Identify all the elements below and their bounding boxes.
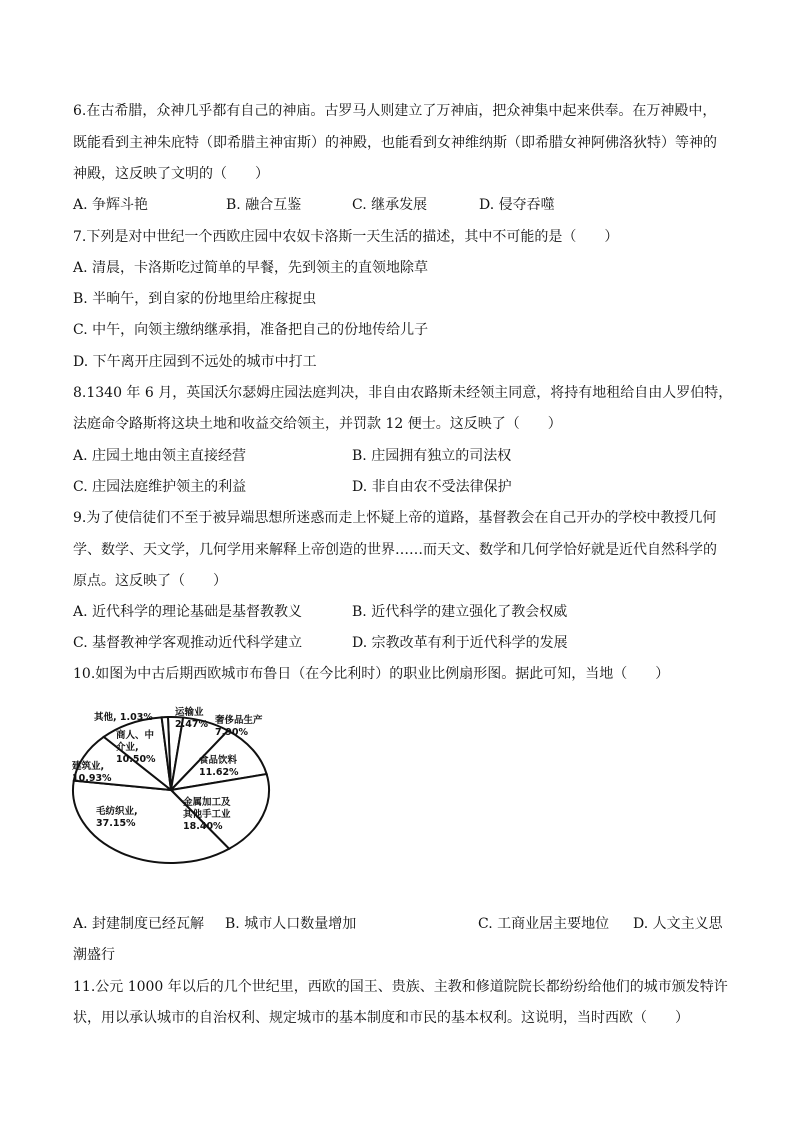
q8-line-2: 法庭命令路斯将这块土地和收益交给领主，并罚款 12 便士。这反映了（ ）: [73, 416, 562, 432]
q6-option-c: C. 继承发展: [352, 197, 428, 213]
occupation-pie-chart: [68, 700, 328, 870]
q6-option-b: B. 融合互鉴: [226, 197, 302, 213]
q11-line-2: 状，用以承认城市的自治权利、规定城市的基本制度和市民的基本权利。这说明，当时西欧（ ）: [73, 1010, 689, 1026]
q8-option-d: D. 非自由农不受法律保护: [352, 479, 512, 495]
q9-line-3: 原点。这反映了（ ）: [73, 573, 227, 589]
q10-option-b: B. 城市人口数量增加: [225, 916, 357, 932]
q7-option-c: C. 中午，向领主缴纳继承捐，准备把自己的份地传给儿子: [73, 322, 429, 338]
q6-option-d: D. 侵夺吞噬: [479, 197, 555, 213]
q10-option-d-wrap: 潮盛行: [73, 947, 115, 963]
q7-stem: 7.下列是对中世纪一个西欧庄园中农奴卡洛斯一天生活的描述，其中不可能的是（ ）: [73, 229, 619, 245]
q10-stem: 10.如图为中古后期西欧城市布鲁日（在今比利时）的职业比例扇形图。据此可知，当地（ ）: [73, 666, 670, 682]
pie-slice-label: 金属加工及其他手工业 18.40%: [183, 797, 231, 832]
pie-slice-label: 毛纺织业, 37.15%: [96, 806, 138, 829]
q10-option-d: D. 人文主义思: [633, 916, 723, 932]
q8-line-1: 8.1340 年 6 月，英国沃尔瑟姆庄园法庭判决，非自由农路斯未经领主同意，将持有地租给自由人罗伯特，: [73, 385, 733, 401]
q11-line-1: 11.公元 1000 年以后的几个世纪里，西欧的国王、贵族、主教和修道院院长都纷纷给他们的城市颁发特许: [73, 979, 728, 995]
q10-option-a: A. 封建制度已经瓦解: [73, 916, 205, 932]
q7-option-a: A. 清晨，卡洛斯吃过简单的早餐，先到领主的直领地除草: [73, 260, 429, 276]
pie-slice-label: 其他, 1.03%: [94, 712, 153, 723]
pie-slice-label: 运输业 2.47%: [175, 707, 208, 730]
q9-option-a: A. 近代科学的理论基础是基督教教义: [73, 604, 303, 620]
q6-line-2: 既能看到主神朱庇特（即希腊主神宙斯）的神殿，也能看到女神维纳斯（即希腊女神阿佛洛狄特）等神的: [73, 135, 717, 151]
q6-option-a: A. 争辉斗艳: [73, 197, 149, 213]
q9-option-c: C. 基督教神学客观推动近代科学建立: [73, 635, 303, 651]
q8-option-a: A. 庄园土地由领主直接经营: [73, 448, 247, 464]
pie-slice-label: 奢侈品生产 7.90%: [215, 715, 263, 738]
q8-option-c: C. 庄园法庭维护领主的利益: [73, 479, 247, 495]
q9-option-b: B. 近代科学的建立强化了教会权威: [352, 604, 568, 620]
q6-line-3: 神殿，这反映了文明的（ ）: [73, 166, 269, 182]
q7-option-b: B. 半晌午，到自家的份地里给庄稼捉虫: [73, 291, 317, 307]
q9-line-2: 学、数学、天文学，几何学用来解释上帝创造的世界……而天文、数学和几何学恰好就是近代自然科学的: [73, 542, 717, 558]
pie-slice-label: 建筑业, 10.93%: [72, 761, 112, 784]
q10-option-c: C. 工商业居主要地位: [478, 916, 610, 932]
q8-option-b: B. 庄园拥有独立的司法权: [352, 448, 512, 464]
q9-option-d: D. 宗教改革有利于近代科学的发展: [352, 635, 568, 651]
pie-slice-label: 食品饮料 11.62%: [199, 755, 239, 778]
q9-line-1: 9.为了使信徒们不至于被异端思想所迷惑而走上怀疑上帝的道路，基督教会在自己开办的学校中教授几何: [73, 510, 717, 526]
q7-option-d: D. 下午离开庄园到不远处的城市中打工: [73, 354, 317, 370]
pie-slice-label: 商人、中介业, 10.50%: [116, 730, 156, 765]
q6-line-1: 6.在古希腊，众神几乎都有自己的神庙。古罗马人则建立了万神庙，把众神集中起来供奉。在万神殿中，: [73, 103, 717, 119]
pie-slices: [73, 717, 269, 863]
